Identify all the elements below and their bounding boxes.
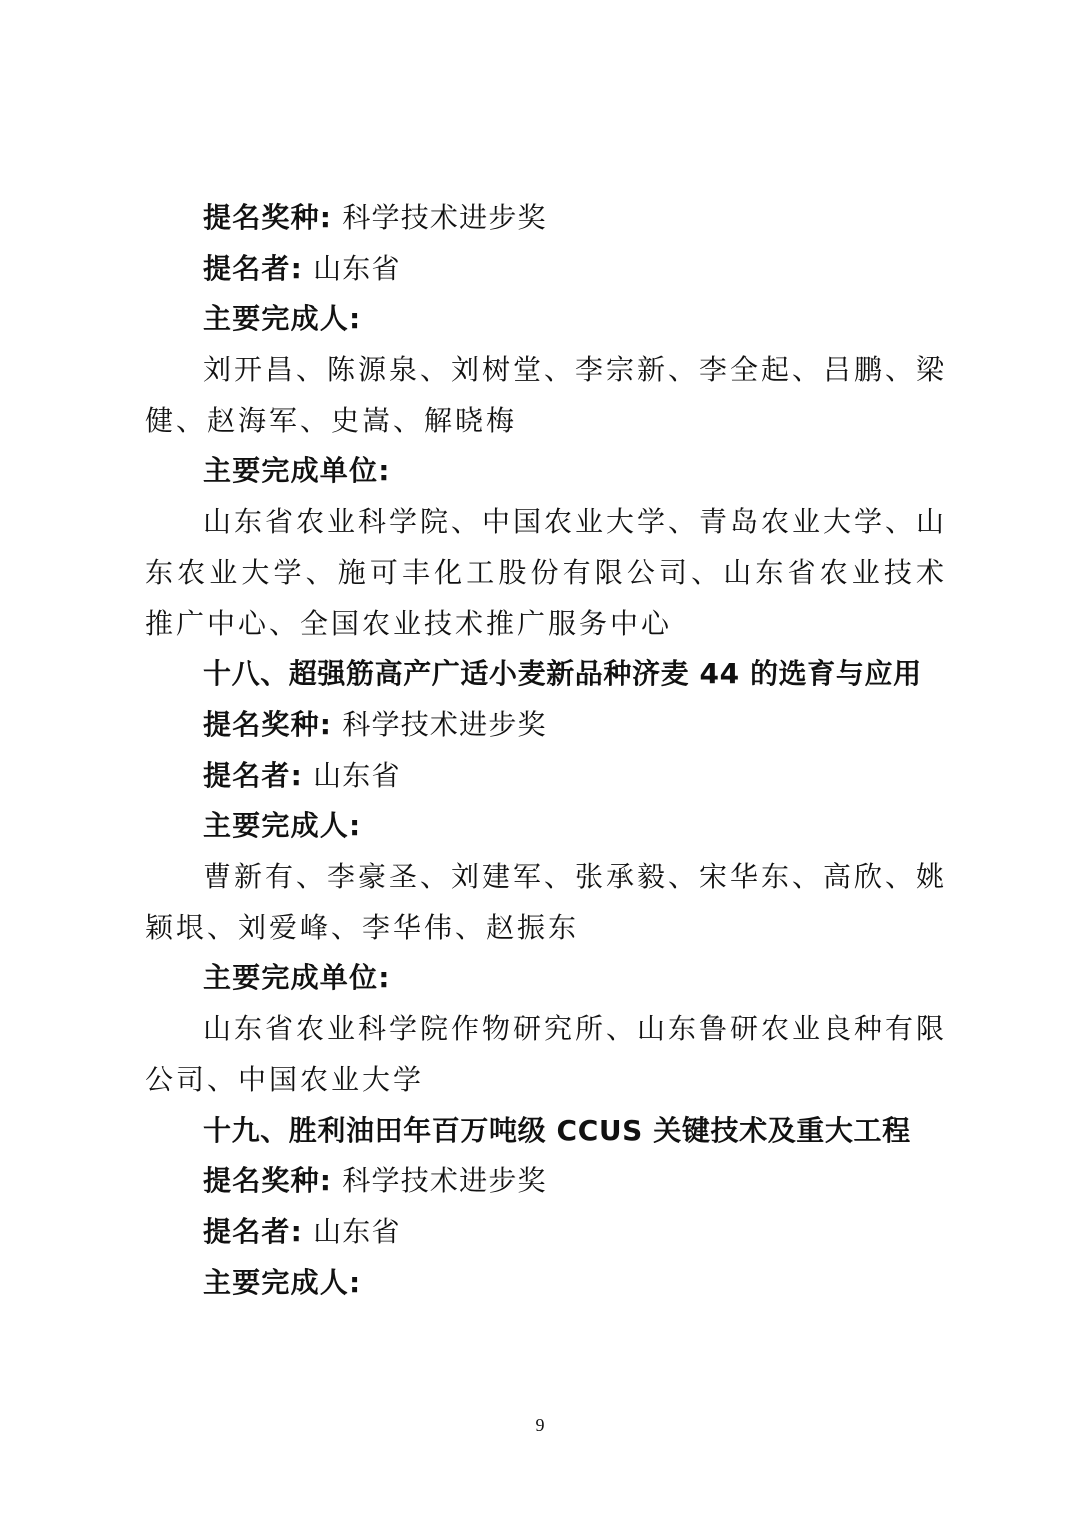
award-type-label: 提名奖种: [203,201,333,234]
nominator-value: 山东省 [313,1214,401,1248]
persons-label: 主要完成人: [203,302,362,336]
persons-label: 主要完成人: [203,809,362,843]
persons-heading [145,801,947,852]
nominator-row [145,244,947,295]
award-type-label: 提名奖种: [203,1164,333,1198]
persons-heading [145,1258,947,1309]
nominator-value: 山东省 [313,251,401,285]
persons-list: 刘开昌、陈源泉、刘树堂、李宗新、李全起、吕鹏、梁健、赵海军、史嵩、解晓梅 [145,353,948,437]
award-type-value: 科学技术进步奖 [342,1164,547,1198]
project-title: 十九、胜利油田年百万吨级 CCUS 关键技术及重大工程 [203,1113,911,1147]
award-type-row [145,700,947,751]
units-label: 主要完成单位: [203,961,391,995]
nominator-value: 山东省 [313,758,401,792]
units-heading [145,446,947,497]
award-type-label: 提名奖种: [203,707,333,741]
page-number: 9 [535,1415,545,1435]
project-title: 十八、超强筋高产广适小麦新品种济麦 44 的选育与应用 [203,657,922,691]
persons-heading [145,294,947,345]
units-heading [145,953,947,1004]
units-label: 主要完成单位: [203,454,391,488]
nominator-label: 提名者: [203,251,303,285]
award-type-row [145,1156,947,1207]
nominator-label: 提名者: [203,758,303,792]
page-content [145,193,947,1308]
persons-label: 主要完成人: [203,1265,362,1299]
nominator-row [145,751,947,802]
award-type-value: 科学技术进步奖 [342,707,547,741]
units-list: 山东省农业科学院、中国农业大学、青岛农业大学、山东农业大学、施可丰化工股份有限公司、山东省农业技术推广中心、全国农业技术推广服务中心 [145,505,948,640]
nominator-label: 提名者: [203,1214,303,1248]
award-type-row [145,193,947,244]
units-list: 山东省农业科学院作物研究所、山东鲁研农业良种有限公司、中国农业大学 [145,1012,948,1096]
award-type-value: 科学技术进步奖 [342,201,547,234]
persons-list: 曹新有、李豪圣、刘建军、张承毅、宋华东、高欣、姚颖垠、刘爱峰、李华伟、赵振东 [145,860,948,944]
nominator-row [145,1207,947,1258]
